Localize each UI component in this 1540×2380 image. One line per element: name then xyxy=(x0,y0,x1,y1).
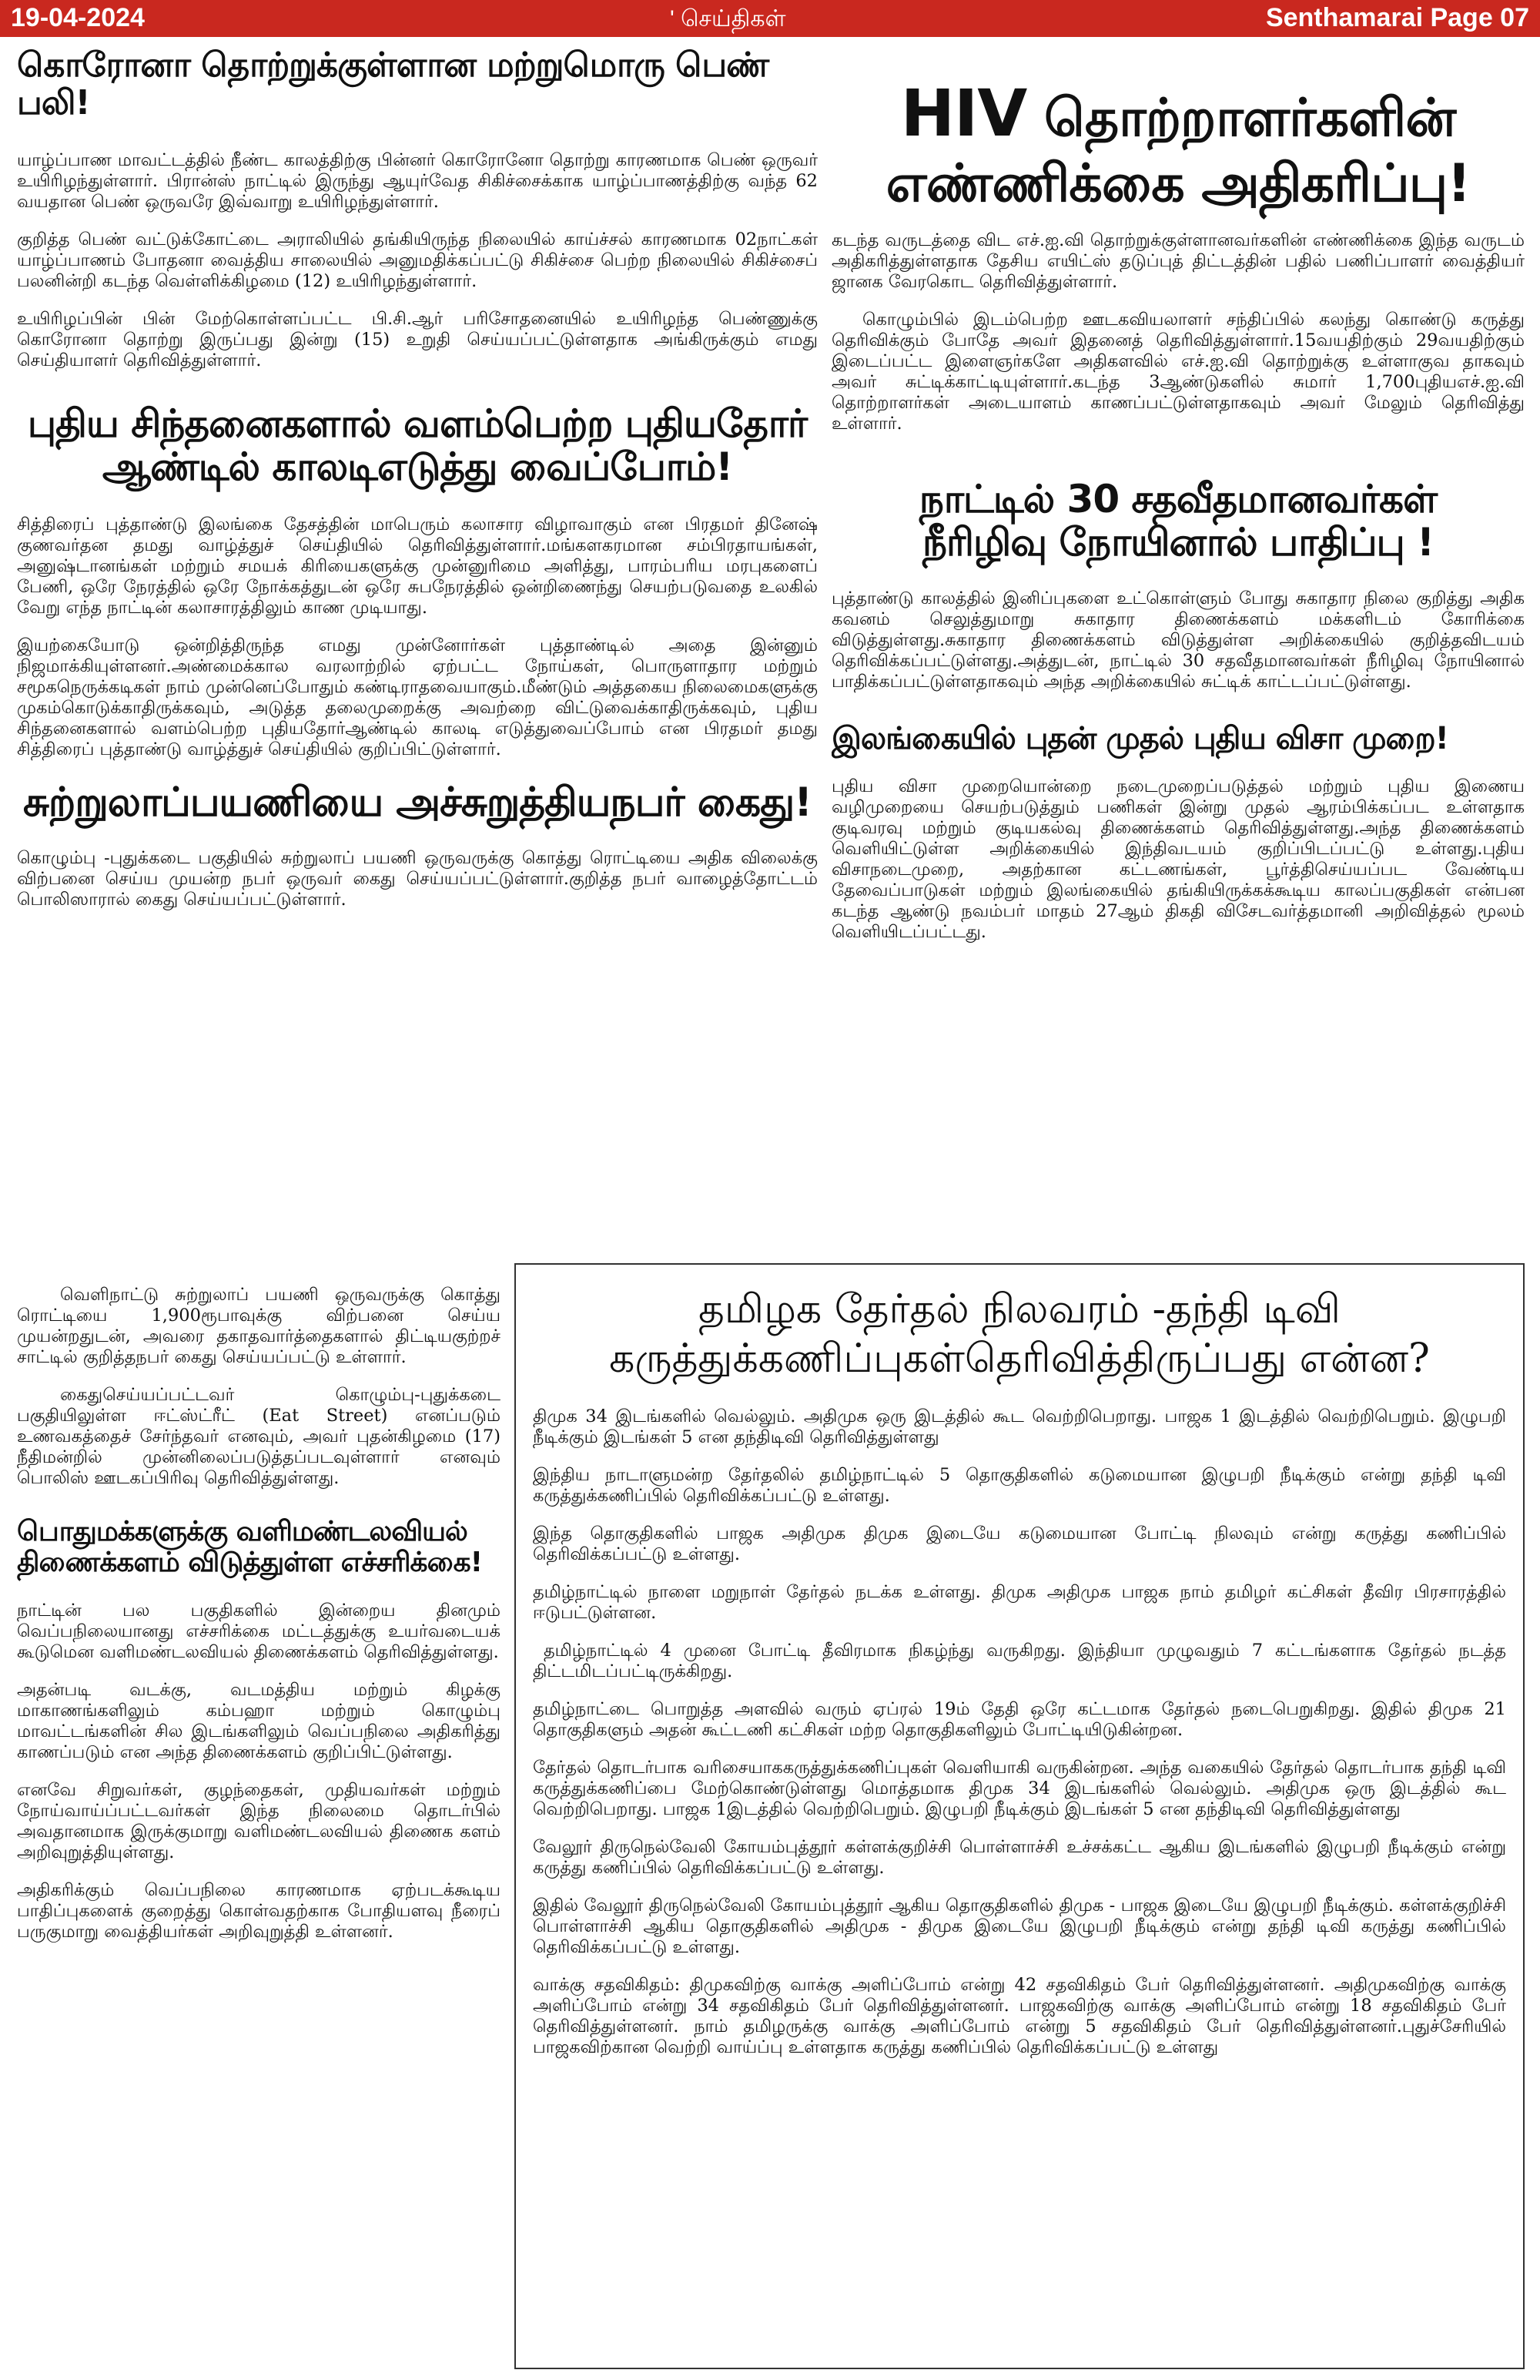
diabetes-para-1: புத்தாண்டு காலத்தில் இனிப்புகளை உட்கொள்ளும் போது சுகாதார நிலை குறித்து அதிக கவனம் செலுத்துமாறு சுகாதார திணைக்களம் மக்களிடம் கோரிக்கை விடுத்துள்ளது.சுகாதார திணைக்களம் விடுத்துள்ள அறிக்கையில் குறித்தவிடயம் தெரிவிக்கப்பட்டுள்ளது.அத்துடன், நாட்டில் 30 சதவீதமானவர்கள் நீரிழிவு நோயினால் பாதிக்கப்பட்டுள்ளதாகவும் அந்த அறிக்கையில் சுட்டிக் காட்டப்பட்டுள்ளது. xyxy=(832,588,1525,692)
headline-newyear-line2: ஆண்டில் காலடிஎடுத்து வைப்போம்! xyxy=(102,444,733,489)
tourist-para-3: கைதுசெய்யப்பட்டவர் கொழும்பு-புதுக்கடை பகுதியிலுள்ள ஈட்ஸ்ட்ரீட் (Eat Street) எனப்படும் உணவகத்தைச் சேர்ந்தவர் எனவும், அவர் புதன்கிழமை (17) நீதிமன்றில் முன்னிலைப்படுத்தப்படவுள்ளார் எனவும் பொலிஸ் ஊடகப்பிரிவு தெரிவித்துள்ளது. xyxy=(17,1385,500,1488)
tn-para-3: இந்த தொகுதிகளில் பாஜக அதிமுக திமுக இடையே கடுமையான போட்டி நிலவும் என்று கருத்து கணிப்பில் தெரிவிக்கப்பட்டு உள்ளது. xyxy=(533,1524,1506,1564)
headline-hiv xyxy=(832,74,1525,216)
tourist-para-2: வெளிநாட்டு சுற்றுலாப் பயணி ஒருவருக்கு கொத்து ரொட்டியை 1,900ரூபாவுக்கு விற்பனை செய்ய முயன்றதுடன், அவரை தகாதவார்த்தைகளால் திட்டியகுற்றச் சாட்டில் குறித்தநபர் கைது செய்யப்பட்டு உள்ளார். xyxy=(17,1285,500,1367)
tn-para-6: தமிழ்நாட்டை பொறுத்த அளவில் வரும் ஏப்ரல் 19ம் தேதி ஒரே கட்டமாக தேர்தல் நடைபெறுகிறது. இதில் திமுக 21 தொகுதிகளும் அதன் கூட்டணி கட்சிகள் மற்ற தொகுதிகளிலும் போட்டியிடுகின்றன. xyxy=(533,1699,1506,1740)
headline-hiv-acronym: HIV xyxy=(900,75,1027,151)
headline-diabetes-line2: நீரிழிவு நோயினால் பாதிப்பு ! xyxy=(922,520,1434,565)
headline-corona: கொரோனா தொற்றுக்குள்ளான மற்றுமொரு பெண் பலி! xyxy=(17,46,769,123)
tn-para-1: திமுக 34 இடங்களில் வெல்லும். அதிமுக ஒரு இடத்தில் கூட வெற்றிபெறாது. பாஜக 1 இடத்தில் வெற்றிபெறும். இழுபறி நீடிக்கும் இடங்கள் 5 என தந்திடிவி தெரிவித்துள்ளது xyxy=(533,1406,1506,1447)
visa-para-1: புதிய விசா முறையொன்றை நடைமுறைப்படுத்தல் மற்றும் புதிய இணைய வழிமுறையை செயற்படுத்தும் பணிகள் இன்று முதல் ஆரம்பிக்கப்பட உள்ளதாக குடிவரவு மற்றும் குடியகல்வு திணைக்களம் தெரிவித்துள்ளது.அந்த திணைக்களம் வெளியிட்டுள்ள அறிக்கையில் இந்திவடயம் குறிப்பிடப்பட்டு உள்ளது.புதிய விசாநடைமுறை, அதற்கான கட்டணங்கள், பூர்த்திசெய்யப்பட வேண்டிய தேவைப்பாடுகள் மற்றும் இலங்கையில் தங்கியிருக்கக்கூடிய காலப்பகுதிகள் என்பன கடந்த ஆண்டு நவம்பர் மாதம் 27ஆம் திகதி விசேடவர்த்தமானி அறிவித்தல் மூலம் வெளியிடப்பட்டது. xyxy=(832,776,1525,943)
tn-para-9: இதில் வேலூர் திருநெல்வேலி கோயம்புத்தூர் ஆகிய தொகுதிகளில் திமுக - பாஜக இடையே இழுபறி நீடிக்கும். கள்ளக்குறிச்சி பொள்ளாச்சி ஆகிய தொகுதிகளில் அதிமுக - திமுக இடையே இழுபறி நீடிக்கும் என்று தந்தி டிவி கருத்து கணிப்பில் தெரிவிக்கப்பட்டு உள்ளது. xyxy=(533,1896,1506,1957)
corona-para-1: யாழ்ப்பாண மாவட்டத்தில் நீண்ட காலத்திற்கு பின்னர் கொரோனோ தொற்று காரணமாக பெண் ஒருவர் உயிரிழந்துள்ளார். பிரான்ஸ் நாட்டில் இருந்து ஆயுர்வேத சிகிச்சைக்காக யாழ்ப்பாணத்திற்கு வந்த 62 வயதான பெண் ஒருவரே இவ்வாறு உயிரிழந்துள்ளார். xyxy=(17,149,818,212)
newyear-para-1: சித்திரைப் புத்தாண்டு இலங்கை தேசத்தின் மாபெரும் கலாசார விழாவாகும் என பிரதமர் தினேஷ் குணவர்தன தமது வாழ்த்துச் செய்தியில் தெரிவித்துள்ளார்.மங்களகரமான சம்பிரதாயங்கள், அனுஷ்டானங்கள் மற்றும் சமயக் கிரியைகளுக்கு முன்னுரிமை அளித்து, பாரம்பரிய மரபுகளைப் பேணி, ஒரே நேரத்தில் ஒரே நோக்கத்துடன் ஒரே சுபநேரத்தில் ஒன்றிணைந்து செயற்படுவதை உலகில் வேறு எந்த நாட்டின் கலாசாரத்திலும் காண முடியாது. xyxy=(17,514,818,618)
masthead xyxy=(0,0,1540,37)
publication-page: Senthamarai Page 07 xyxy=(1265,3,1529,32)
hiv-para-2: கொழும்பில் இடம்பெற்ற ஊடகவியலாளர் சந்திப்பில் கலந்து கொண்டு கருத்து தெரிவிக்கும் போதே அவர் இதனைத் தெரிவித்துள்ளார்.15வயதிற்கும் 29வயதிற்கும் இடைப்பட்ட இளைஞர்களே அதிகளவில் எச்.ஐ.வி தொற்றுக்கு உள்ளாகுவ தாகவும் அவர் சுட்டிக்காட்டியுள்ளார்.கடந்த 3ஆண்டுகளில் சுமார் 1,700புதியஎச்.ஐ.வி தொற்றாளர்கள் அடையாளம் காணப்பட்டுள்ளதாகவும் அவர் மேலும் தெரிவித்து உள்ளார். xyxy=(832,310,1525,434)
tn-para-4: தமிழ்நாட்டில் நாளை மறுநாள் தேர்தல் நடக்க உள்ளது. திமுக அதிமுக பாஜக நாம் தமிழர் கட்சிகள் தீவிர பிரசாரத்தில் ஈடுபட்டுள்ளன. xyxy=(533,1582,1506,1623)
headline-tn-line2: கருத்துக்கணிப்புகள்தெரிவித்திருப்பது என்ன? xyxy=(609,1336,1430,1382)
tn-para-2: இந்திய நாடாளுமன்ற தேர்தலில் தமிழ்நாட்டில் 5 தொகுதிகளில் கடுமையான இழுபறி நீடிக்கும் என்று தந்தி டிவி கருத்துக்கணிப்பில் தெரிவிக்கப்பட்டு உள்ளது. xyxy=(533,1465,1506,1506)
headline-tamilnadu-election xyxy=(533,1285,1506,1383)
boxed-article-tamilnadu-election xyxy=(514,1263,1525,2369)
hiv-para-1: கடந்த வருடத்தை விட எச்.ஐ.வி தொற்றுக்குள்ளானவர்களின் எண்ணிக்கை இந்த வருடம் அதிகரித்துள்ளதாக தேசிய எயிட்ஸ் தடுப்புத் திட்டத்தின் பதில் பணிப்பாளர் வைத்தியர் ஜானக வேரகொட தெரிவித்துள்ளார். xyxy=(832,230,1525,293)
headline-weather-line1: பொதுமக்களுக்கு வளிமண்டலவியல் xyxy=(17,1516,467,1547)
issue-date: 19-04-2024 xyxy=(11,3,145,32)
tn-para-5: தமிழ்நாட்டில் 4 முனை போட்டி தீவிரமாக நிகழ்ந்து வருகிறது. இந்தியா முழுவதும் 7 கட்டங்களாக தேர்தல் நடத்த திட்டமிடப்பட்டிருக்கிறது. xyxy=(533,1641,1506,1681)
left-column-top xyxy=(17,46,818,1263)
headline-diabetes-line1: நாட்டில் 30 சதவீதமானவர்கள் xyxy=(919,477,1438,522)
tn-para-7: தேர்தல் தொடர்பாக வரிசையாககருத்துக்கணிப்புகள் வெளியாகி வருகின்றன. அந்த வகையில் தேர்தல் தொடர்பாக தந்தி டிவி கருத்துக்கணிப்பை மேற்கொண்டுள்ளது மொத்தமாக திமுக 34 இடங்களில் வெல்லும். அதிமுக ஒரு இடத்தில் கூட வெற்றிபெறாது. பாஜக 1இடத்தில் வெற்றிபெறும். இழுபறி நீடிக்கும் இடங்கள் 5 என தந்திடிவி தெரிவித்துள்ளது xyxy=(533,1758,1506,1819)
corona-para-3: உயிரிழப்பின் பின் மேற்கொள்ளப்பட்ட பி.சி.ஆர் பரிசோதனையில் உயிரிழந்த பெண்ணுக்கு கொரோனா தொற்று இருப்பது இன்று (15) உறுதி செய்யப்பட்டுள்ளதாக அங்கிருக்கும் எமது செய்தியாளர் தெரிவித்துள்ளார். xyxy=(17,308,818,370)
headline-hiv-line2: எண்ணிக்கை அதிகரிப்பு! xyxy=(886,153,1471,215)
headline-diabetes xyxy=(832,478,1525,564)
weather-para-3: எனவே சிறுவர்கள், குழந்தைகள், முதியவர்கள் மற்றும் நோய்வாய்ப்பட்டவர்கள் இந்த நிலைமை தொடர்பில் அவதானமாக இருக்குமாறு வளிமண்டலவியல் திணைக களம் அறிவுறுத்தியுள்ளது. xyxy=(17,1779,500,1862)
left-column-narrow xyxy=(17,1285,500,2371)
headline-weather-line2: திணைக்களம் விடுத்துள்ள எச்சரிக்கை! xyxy=(17,1547,483,1579)
weather-para-1: நாட்டின் பல பகுதிகளில் இன்றைய தினமும் வெப்பநிலையானது எச்சரிக்கை மட்டத்துக்கு உயர்வடையக் கூடுமென வளிமண்டலவியல் திணைக்களம் தெரிவித்துள்ளது. xyxy=(17,1600,500,1662)
right-column xyxy=(832,74,1525,1268)
tn-para-8: வேலூர் திருநெல்வேலி கோயம்புத்தூர் கள்ளக்குறிச்சி பொள்ளாச்சி உச்சக்கட்ட ஆகிய இடங்களில் இழுபறி நீடிக்கும் என்று கருத்து கணிப்பில் தெரிவிக்கப்பட்டு உள்ளது. xyxy=(533,1837,1506,1878)
headline-newyear-line1: புதிய சிந்தனைகளால் வளம்பெற்ற புதியதோர் xyxy=(27,401,808,446)
tn-para-10: வாக்கு சதவிகிதம்: திமுகவிற்கு வாக்கு அளிப்போம் என்று 42 சதவிகிதம் பேர் தெரிவித்துள்ளனர். அதிமுகவிற்கு வாக்கு அளிப்போம் என்று 34 சதவிகிதம் பேர் தெரிவித்துள்ளனர். பாஜகவிற்கு வாக்கு அளிப்போம் என்று 18 சதவிகிதம் பேர் தெரிவித்துள்ளனர். நாம் தமிழருக்கு வாக்கு அளிப்போம் என்று 5 சதவிகிதம் பேர் தெரிவித்துள்ளனர்.புதுச்சேரியில் பாஜகவிற்கான வெற்றி வாய்ப்பு உள்ளதாக கருத்து கணிப்பில் தெரிவிக்கப்பட்டு உள்ளது xyxy=(533,1975,1506,2057)
newyear-para-2: இயற்கையோடு ஒன்றித்திருந்த எமது முன்னோர்கள் புத்தாண்டில் அதை இன்னும் நிஜமாக்கியுள்ளனர்.அண்மைக்கால வரலாற்றில் ஏற்பட்ட நோய்கள், பொருளாதார மற்றும் சமூகநெருக்கடிகள் நாம் முன்னெப்போதும் கண்டிராதவையாகும்.மீண்டும் அத்தகைய நிலைமைகளுக்கு முகம்கொடுக்காதிருக்கவும், அடுத்த தலைமுறைக்கு அவற்றை விட்டுவைக்காதிருக்கவும், புதிய சிந்தனைகளால் வளம்பெற்ற புதியதோர்ஆண்டில் காலடி எடுத்துவைப்போம் என பிரதமர் தமது சித்திரைப் புத்தாண்டு வாழ்த்துச் செய்தியில் குறிப்பிட்டுள்ளார். xyxy=(17,635,818,759)
headline-hiv-line1: தொற்றாளர்களின் xyxy=(1043,88,1456,149)
headline-newyear xyxy=(17,402,818,488)
headline-weather xyxy=(17,1517,500,1579)
headline-tn-line1: தமிழக தேர்தல் நிலவரம் -தந்தி டிவி xyxy=(698,1286,1341,1332)
headline-tourist: சுற்றுலாப்பயணியை அச்சுறுத்தியநபர் கைது! xyxy=(23,779,812,826)
weather-para-4: அதிகரிக்கும் வெப்பநிலை காரணமாக ஏற்படக்கூடிய பாதிப்புகளைக் குறைத்து கொள்வதற்காக போதியளவு நீரைப் பருகுமாறு வைத்தியர்கள் அறிவுறுத்தி உள்ளனர். xyxy=(17,1879,500,1942)
section-name: ' செய்திகள் xyxy=(670,6,786,32)
weather-para-2: அதன்படி வடக்கு, வடமத்திய மற்றும் கிழக்கு மாகாணங்களிலும் கம்பஹா மற்றும் கொழும்பு மாவட்டங்களின் சில இடங்களிலும் வெப்பநிலை அதிகரித்து காணப்படும் என அந்த திணைக்களம் குறிப்பிட்டுள்ளது. xyxy=(17,1679,500,1762)
headline-visa: இலங்கையில் புதன் முதல் புதிய விசா முறை! xyxy=(832,721,1448,757)
corona-para-2: குறித்த பெண் வட்டுக்கோட்டை அராலியில் தங்கியிருந்த நிலையில் காய்ச்சல் காரணமாக 02நாட்கள் யாழ்ப்பாணம் போதனா வைத்திய சாலையில் அனுமதிக்கப்பட்டு சிகிச்சை பெற்ற நிலையில் சிகிச்சைப் பலனின்றி கடந்த வெள்ளிக்கிழமை (12) உயிரிழந்துள்ளார். xyxy=(17,229,818,291)
tourist-para-1: கொழும்பு -புதுக்கடை பகுதியில் சுற்றுலாப் பயணி ஒருவருக்கு கொத்து ரொட்டியை அதிக விலைக்கு விற்பனை செய்ய முயன்ற நபர் ஒருவர் கைது செய்யப்பட்டுள்ளார்.குறித்த நபர் வாழைத்தோட்டம் பொலிஸாரால் கைது செய்யப்பட்டுள்ளார். xyxy=(17,847,818,910)
